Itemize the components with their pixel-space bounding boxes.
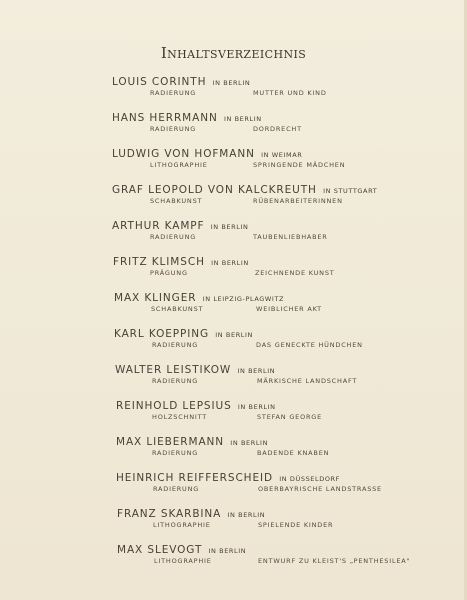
artist-city: IN LEIPZIG-PLAGWITZ — [202, 295, 285, 303]
artist-label: LUDWIG VON HOFMANN — [112, 148, 255, 160]
artist-city: IN BERLIN — [237, 403, 276, 411]
work-title: ZEICHNENDE KUNST — [255, 269, 335, 277]
artist-label: MAX LIEBERMANN — [116, 436, 225, 448]
list-item — [0, 112, 467, 142]
work-title: ENTWURF ZU KLEIST'S „PENTHESILEA" — [258, 557, 411, 565]
work-title: SPIELENDE KINDER — [258, 521, 334, 529]
artist-label: HEINRICH REIFFERSCHEID — [116, 472, 273, 484]
artist-name — [116, 472, 340, 484]
artist-city: IN WEIMAR — [261, 151, 303, 159]
work-title: WEIBLICHER AKT — [256, 305, 322, 313]
list-item — [0, 148, 467, 178]
technique: LITHOGRAPHIE — [154, 557, 212, 565]
artist-city: IN BERLIN — [227, 511, 266, 519]
artist-label: FRITZ KLIMSCH — [113, 256, 205, 268]
artist-name — [116, 436, 268, 448]
artist-label: MAX KLINGER — [114, 292, 197, 304]
work-title: OBERBAYRISCHE LANDSTRASSE — [258, 485, 382, 493]
technique: RADIERUNG — [150, 125, 197, 133]
artist-name — [114, 328, 253, 340]
list-item — [0, 292, 467, 322]
list-item — [0, 256, 467, 286]
technique: RADIERUNG — [150, 233, 197, 241]
artist-city: IN BERLIN — [211, 259, 249, 267]
technique: RADIERUNG — [152, 377, 199, 385]
artist-city: IN BERLIN — [212, 79, 251, 87]
work-title: DORDRECHT — [253, 125, 302, 133]
list-item — [0, 544, 467, 574]
artist-label: MAX SLEVOGT — [117, 544, 203, 556]
artist-city: IN BERLIN — [215, 331, 254, 339]
work-title: STEFAN GEORGE — [257, 413, 323, 421]
technique: LITHOGRAPHIE — [153, 521, 211, 529]
artist-label: WALTER LEISTIKOW — [115, 364, 232, 376]
artist-name — [114, 292, 284, 304]
artist-city: IN STUTTGART — [323, 187, 378, 195]
artist-city: IN BERLIN — [237, 367, 276, 375]
technique: RADIERUNG — [153, 485, 200, 493]
list-item — [0, 436, 467, 466]
list-item — [0, 184, 467, 214]
artist-name — [117, 544, 246, 556]
technique: LITHOGRAPHIE — [150, 161, 208, 169]
artist-name — [112, 148, 302, 160]
list-item — [0, 508, 467, 538]
work-title: TAUBENLIEBHABER — [253, 233, 328, 241]
artist-name — [112, 220, 248, 232]
artist-name — [117, 508, 265, 520]
technique: RADIERUNG — [152, 449, 199, 457]
work-title: BADENDE KNABEN — [257, 449, 330, 457]
artist-label: FRANZ SKARBINA — [117, 508, 222, 520]
artist-label: HANS HERRMANN — [112, 112, 218, 124]
technique: HOLZSCHNITT — [152, 413, 208, 421]
artist-city: IN BERLIN — [223, 115, 262, 123]
technique: PRÄGUNG — [150, 269, 188, 277]
work-title: MÄRKISCHE LANDSCHAFT — [257, 377, 358, 385]
artist-name — [112, 112, 262, 124]
technique: RADIERUNG — [150, 89, 197, 97]
artist-city: IN DÜSSELDORF — [279, 475, 340, 483]
artist-label: KARL KOEPPING — [114, 328, 210, 340]
page-title: Inhaltsverzeichnis — [160, 44, 307, 62]
artist-name — [113, 256, 249, 268]
technique: SCHABKUNST — [150, 197, 203, 205]
artist-label: ARTHUR KAMPF — [112, 220, 205, 232]
artist-name — [112, 76, 250, 88]
artist-label: GRAF LEOPOLD VON KALCKREUTH — [112, 184, 317, 196]
artist-city: IN BERLIN — [208, 547, 247, 555]
list-item — [0, 328, 467, 358]
list-item — [0, 76, 467, 106]
list-item — [0, 400, 467, 430]
artist-name — [115, 364, 275, 376]
list-item — [0, 472, 467, 502]
artist-label: REINHOLD LEPSIUS — [116, 400, 232, 412]
work-title: DAS GENECKTE HÜNDCHEN — [256, 341, 363, 349]
list-item — [0, 220, 467, 250]
technique: SCHABKUNST — [151, 305, 204, 313]
artist-name — [112, 184, 377, 196]
artist-label: LOUIS CORINTH — [112, 76, 207, 88]
artist-city: IN BERLIN — [210, 223, 249, 231]
work-title: SPRINGENDE MÄDCHEN — [253, 161, 346, 169]
technique: RADIERUNG — [152, 341, 199, 349]
artist-city: IN BERLIN — [230, 439, 269, 447]
work-title: MUTTER UND KIND — [253, 89, 327, 97]
list-item — [0, 364, 467, 394]
work-title: RÜBENARBEITERINNEN — [253, 197, 343, 205]
artist-name — [116, 400, 276, 412]
